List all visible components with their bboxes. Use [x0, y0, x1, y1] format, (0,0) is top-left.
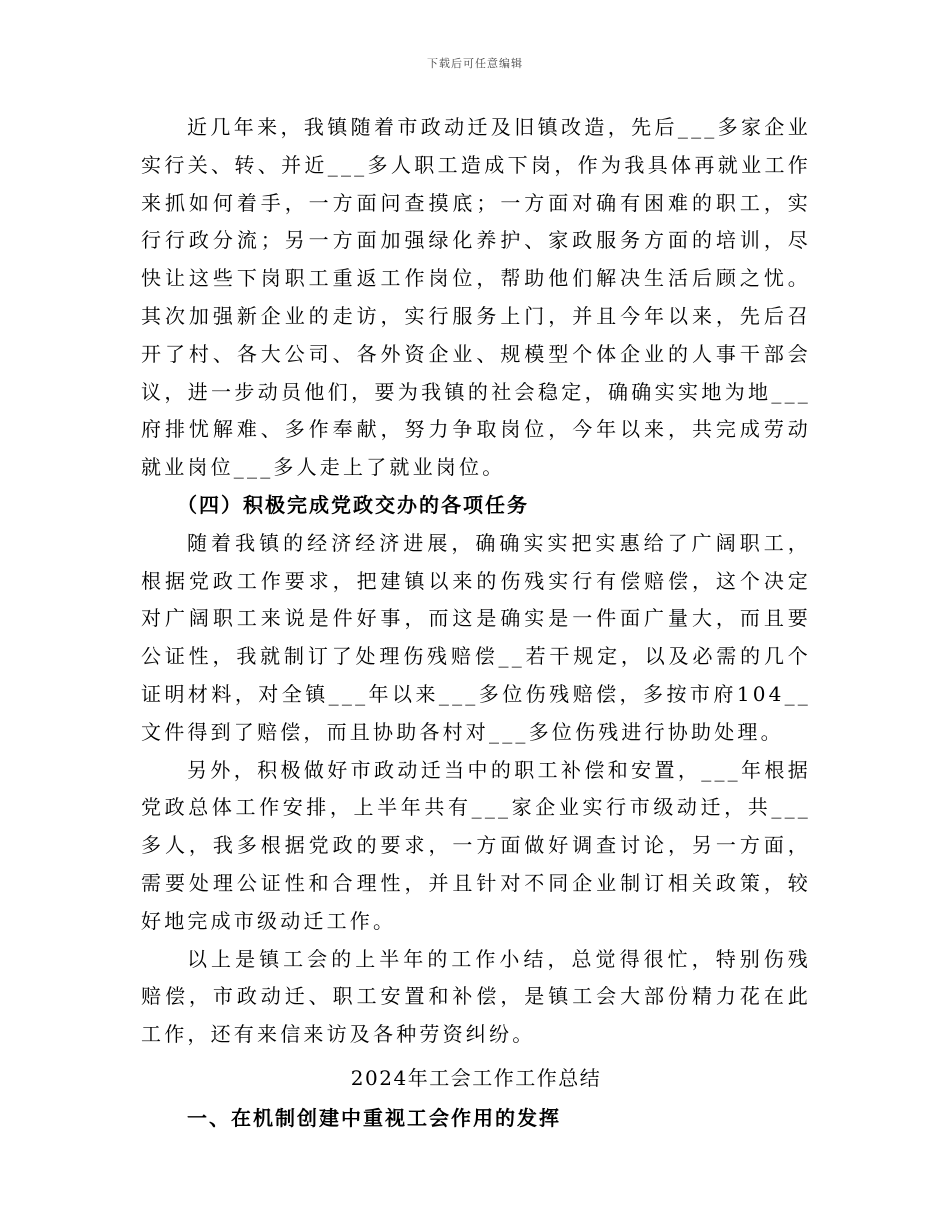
section-heading-1: 一、在机制创建中重视工会作用的发挥 — [187, 1105, 561, 1130]
header-note: 下载后可任意编辑 — [427, 57, 523, 70]
paragraph-injury-compensation: 随着我镇的经济经济进展，确确实实把实惠给了广阔职工，根据党政工作要求，把建镇以来的伤残实行有偿赔偿，这个决定对广阔职工来说是件好事，而这是确实是一件面广量大，而且要公证性，我就制订了处理伤残赔偿__若干规定，以及必需的几个证明材料，对全镇___年以来___多位伤残赔偿，多按市府104__文件得到了赔偿，而且协助各村对___多位伤残进行协助处理。 — [141, 530, 811, 744]
document-body — [141, 109, 811, 1138]
paragraph-employment: 近几年来，我镇随着市政动迁及旧镇改造，先后___多家企业实行关、转、并近___多人职工造成下岗，作为我具体再就业工作来抓如何着手，一方面问查摸底；一方面对确有困难的职工，实行行政分流；另一方面加强绿化养护、家政服务方面的培训，尽快让这些下岗职工重返工作岗位，帮助他们解决生活后顾之忧。其次加强新企业的走访，实行服务上门，并且今年以来，先后召开了村、各大公司、各外资企业、规模型个体企业的人事干部会议，进一步动员他们，要为我镇的社会稳定，确确实实地为地___府排忧解难、多作奉献，努力争取岗位，今年以来，共完成劳动就业岗位___多人走上了就业岗位。 — [141, 115, 811, 480]
paragraph-summary: 以上是镇工会的上半年的工作小结，总觉得很忙，特别伤残赔偿，市政动迁、职工安置和补偿，是镇工会大部份精力花在此工作，还有来信来访及各种劳资纠纷。 — [141, 946, 811, 1047]
document-title: 2024年工会工作工作总结 — [350, 1065, 602, 1090]
subheading-party-tasks: （四）积极完成党政交办的各项任务 — [177, 492, 529, 517]
paragraph-relocation: 另外，积极做好市政动迁当中的职工补偿和安置，___年根据党政总体工作安排，上半年共有___家企业实行市级动迁，共___多人，我多根据党政的要求，一方面做好调查讨论，另一方面，需要处理公证性和合理性，并且针对不同企业制订相关政策，较好地完成市级动迁工作。 — [141, 757, 811, 933]
